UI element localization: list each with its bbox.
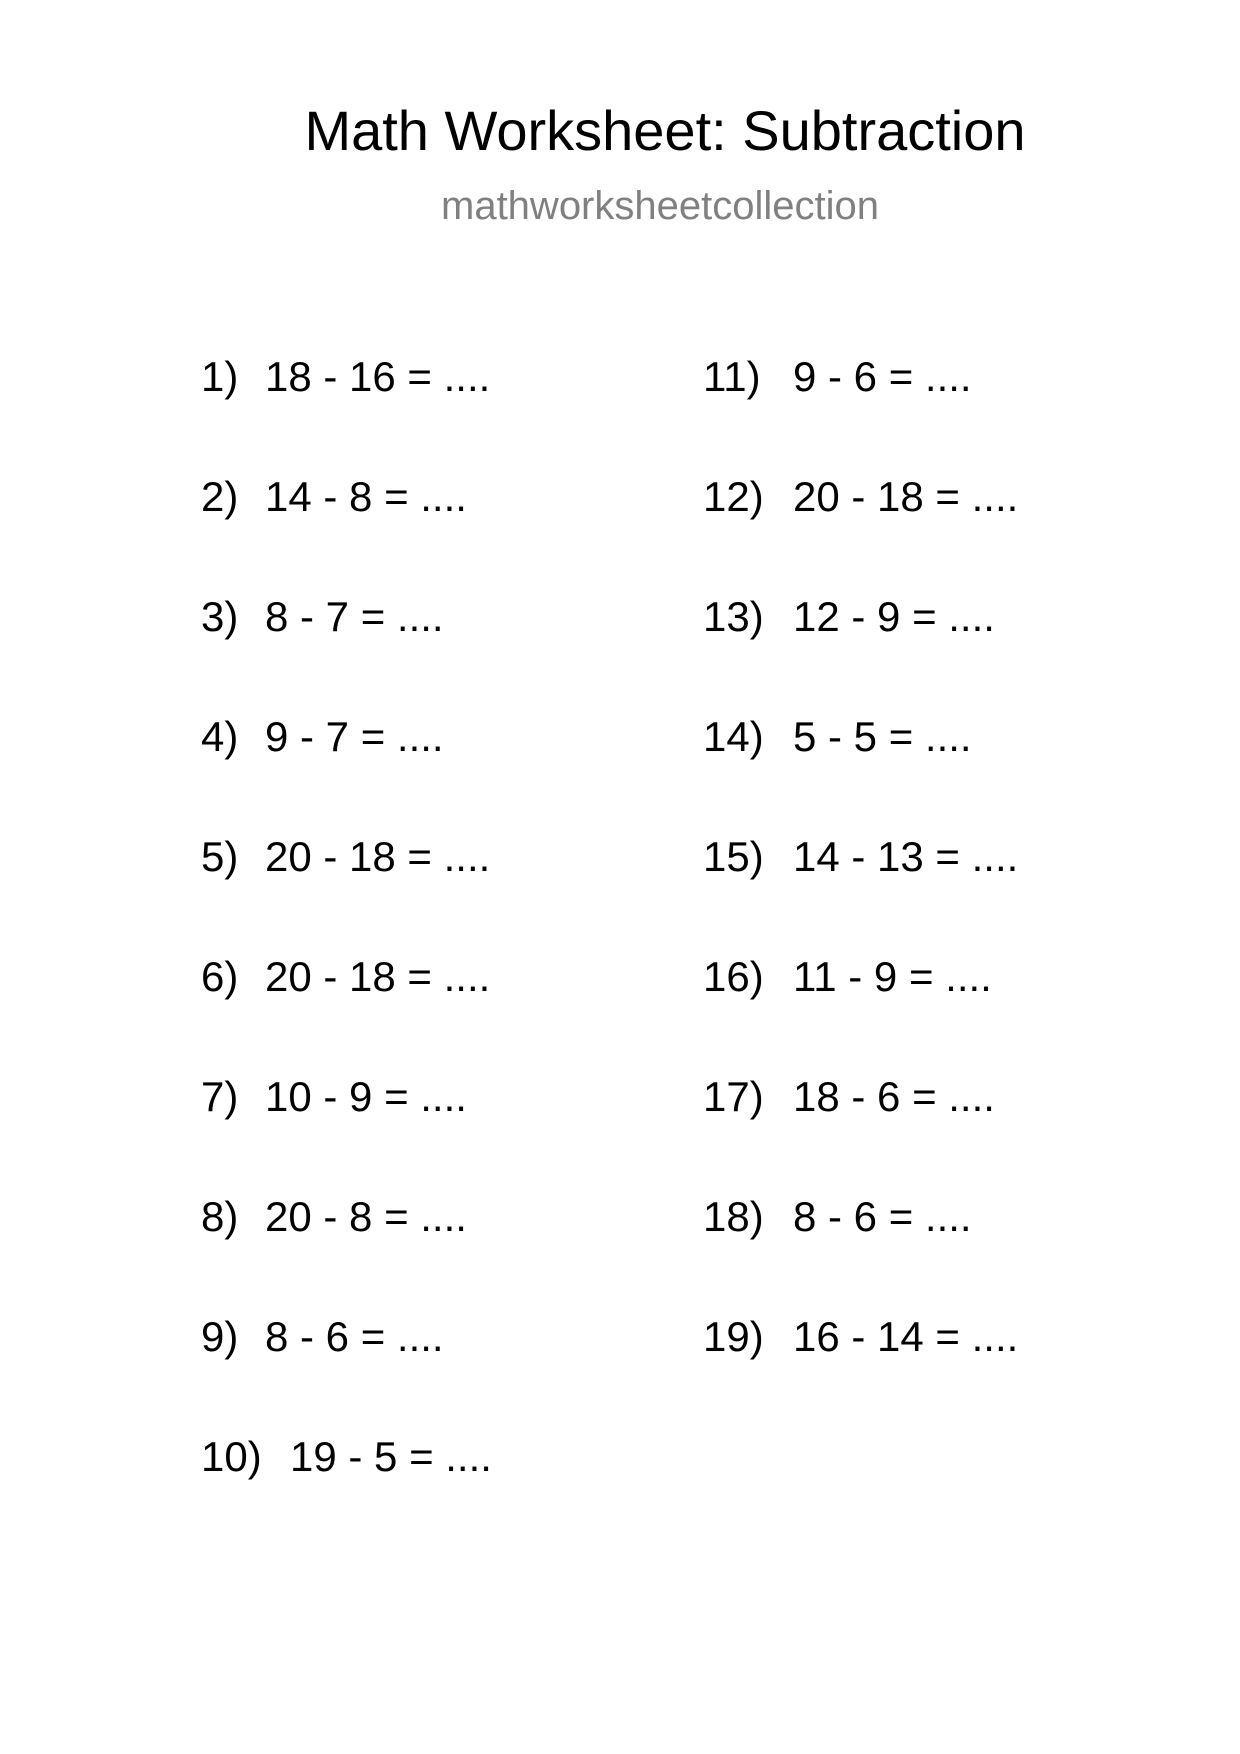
problem-expression: 8 - 6 = .... <box>265 1313 444 1360</box>
problem-item <box>201 592 492 712</box>
problem-item <box>703 1192 1018 1312</box>
problem-number: 9) <box>201 1313 239 1360</box>
problem-item <box>703 832 1018 952</box>
problem-list-right <box>703 352 1018 1432</box>
problem-item <box>201 472 492 592</box>
problem-expression: 9 - 7 = .... <box>265 713 444 760</box>
problem-item <box>201 1432 492 1552</box>
problem-expression: 19 - 5 = .... <box>290 1433 492 1480</box>
problem-expression: 11 - 9 = .... <box>793 953 992 1000</box>
problem-item <box>703 1072 1018 1192</box>
problem-number: 18) <box>703 1193 764 1240</box>
problem-item <box>703 952 1018 1072</box>
problem-expression: 5 - 5 = .... <box>793 713 972 760</box>
problem-expression: 18 - 16 = .... <box>265 353 491 400</box>
problem-expression: 9 - 6 = .... <box>793 353 972 400</box>
problem-expression: 10 - 9 = .... <box>265 1073 467 1120</box>
page-subtitle: mathworksheetcollection <box>441 184 879 228</box>
problem-number: 3) <box>201 593 239 640</box>
problem-item <box>201 832 492 952</box>
problem-number: 13) <box>703 593 764 640</box>
problem-item <box>703 472 1018 592</box>
problem-number: 11) <box>703 353 761 400</box>
problem-number: 8) <box>201 1193 239 1240</box>
problem-number: 6) <box>201 953 239 1000</box>
problem-number: 7) <box>201 1073 239 1120</box>
problem-expression: 20 - 18 = .... <box>793 473 1019 520</box>
problem-item <box>201 1312 492 1432</box>
problem-expression: 16 - 14 = .... <box>793 1313 1019 1360</box>
problem-expression: 8 - 6 = .... <box>793 1193 972 1240</box>
problem-expression: 20 - 18 = .... <box>265 953 491 1000</box>
problem-expression: 14 - 8 = .... <box>265 473 467 520</box>
problem-item <box>201 952 492 1072</box>
problem-number: 5) <box>201 833 239 880</box>
problem-item <box>703 352 1018 472</box>
problem-number: 17) <box>703 1073 764 1120</box>
page-title: Math Worksheet: Subtraction <box>304 99 1026 162</box>
problem-item <box>201 352 492 472</box>
problem-item <box>703 712 1018 832</box>
problem-item <box>201 1072 492 1192</box>
problem-number: 16) <box>703 953 764 1000</box>
problem-number: 4) <box>201 713 239 760</box>
problem-number: 14) <box>703 713 764 760</box>
problem-expression: 14 - 13 = .... <box>793 833 1019 880</box>
problem-item <box>201 1192 492 1312</box>
problem-item <box>703 1312 1018 1432</box>
problem-number: 19) <box>703 1313 764 1360</box>
problem-number: 2) <box>201 473 239 520</box>
problem-expression: 18 - 6 = .... <box>793 1073 995 1120</box>
problem-expression: 20 - 18 = .... <box>265 833 491 880</box>
problem-number: 12) <box>703 473 764 520</box>
problem-expression: 20 - 8 = .... <box>265 1193 467 1240</box>
problem-item <box>703 592 1018 712</box>
problem-number: 15) <box>703 833 764 880</box>
problem-expression: 12 - 9 = .... <box>793 593 995 640</box>
problem-item <box>201 712 492 832</box>
problem-number: 1) <box>201 353 239 400</box>
problem-number: 10) <box>201 1433 262 1480</box>
problem-expression: 8 - 7 = .... <box>265 593 444 640</box>
problem-list-left <box>201 352 492 1552</box>
